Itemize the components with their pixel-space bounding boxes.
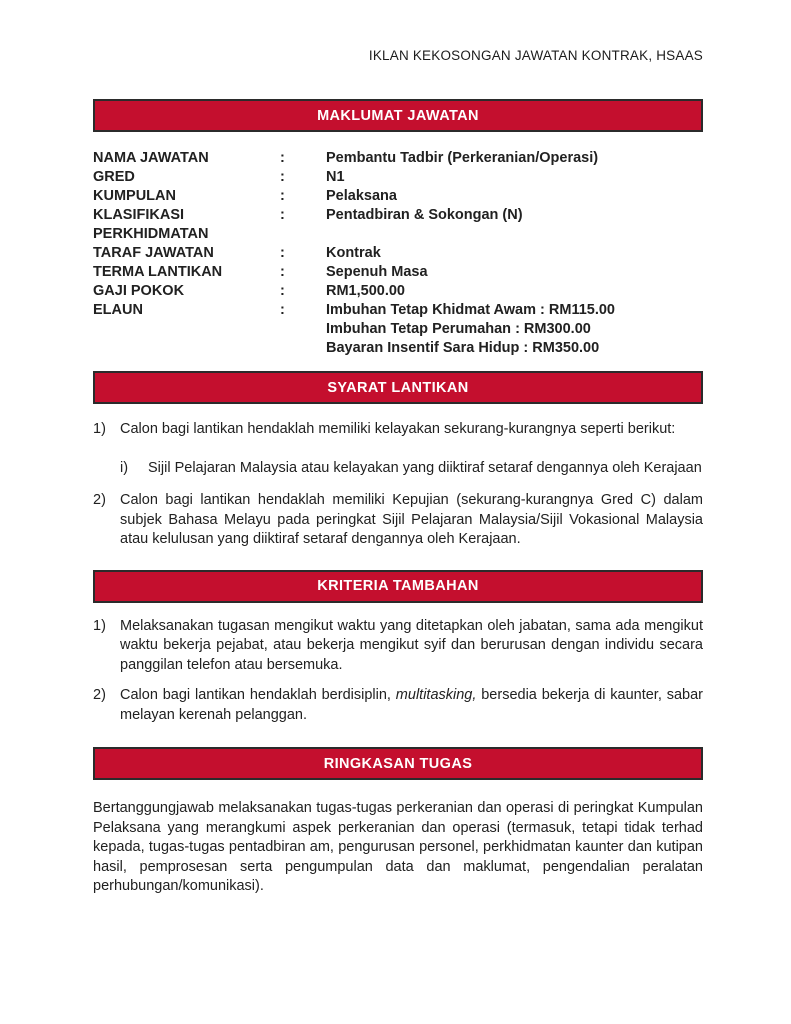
ringkasan-tugas-paragraph: Bertanggungjawab melaksanakan tugas-tugas perkeranian dan operasi di peringkat Kumpulan Pelaksana yang merangkumi aspek perkeranian dan operasi (termasuk, tetapi tidak terhad kepada, tugas-tugas pentadbiran am, pengurusan personel, perkhidmatan kaunter dan kutipan hasil, pemprosesan serta pengumpulan data dan maklumat, pengendalian peralatan perhubungan/komunikasi). xyxy=(93,800,703,894)
row-separator: : xyxy=(280,169,285,185)
row-separator: : xyxy=(280,207,285,223)
row-value-group xyxy=(326,301,703,358)
list-item-syarat-1 xyxy=(93,420,703,440)
list-item-text: Calon bagi lantikan hendaklah memiliki Kepujian (sekurang-kurangnya Gred C) dalam subjek Bahasa Melayu pada peringkat Sijil Pelajaran Malaysia/Sijil Vokasional Malaysia atau kelulusan yang diiktiraf setaraf dengannya oleh Kerajaan. xyxy=(120,492,703,547)
table-row-gaji-pokok xyxy=(93,282,703,301)
table-row-terma-lantikan xyxy=(93,263,703,282)
row-value: N1 xyxy=(326,169,345,185)
list-item-text: Melaksanakan tugasan mengikut waktu yang ditetapkan oleh jabatan, sama ada mengikut waktu bekerja pejabat, atau bekerja mengikut syif dan berurusan dengan individu secara panggilan telefon atau bersemuka. xyxy=(120,617,703,673)
row-label: GRED xyxy=(93,169,135,185)
row-value: RM1,500.00 xyxy=(326,283,405,299)
row-label: TARAF JAWATAN xyxy=(93,245,214,261)
row-value: Pentadbiran & Sokongan (N) xyxy=(326,207,523,223)
list-subitem-marker: i) xyxy=(120,459,129,476)
table-row-klasifikasi-perkhidmatan xyxy=(93,206,703,244)
row-value: Kontrak xyxy=(326,245,381,261)
list-item-kriteria-2 xyxy=(93,686,703,725)
row-separator: : xyxy=(280,302,285,318)
text-segment-italic: multitasking, xyxy=(395,687,477,703)
table-row-kumpulan xyxy=(93,187,703,206)
list-item-kriteria-1 xyxy=(93,617,703,676)
section-bar-maklumat-jawatan xyxy=(93,99,703,132)
section-title-syarat-lantikan: SYARAT LANTIKAN xyxy=(327,379,469,396)
row-value-line: Imbuhan Tetap Khidmat Awam : RM115.00 xyxy=(326,302,615,318)
section-bar-ringkasan-tugas xyxy=(93,747,703,780)
row-label: KLASIFIKASI PERKHIDMATAN xyxy=(93,207,209,242)
row-label: NAMA JAWATAN xyxy=(93,150,209,166)
table-row-nama-jawatan xyxy=(93,149,703,168)
row-separator: : xyxy=(280,283,285,299)
table-row-elaun xyxy=(93,301,703,358)
section-bar-kriteria-tambahan xyxy=(93,570,703,603)
section-title-maklumat-jawatan: MAKLUMAT JAWATAN xyxy=(317,107,479,124)
list-item-marker: 1) xyxy=(93,617,106,634)
row-value: Pembantu Tadbir (Perkeranian/Operasi) xyxy=(326,150,599,166)
row-separator: : xyxy=(280,150,285,166)
table-row-gred xyxy=(93,168,703,187)
section-bar-syarat-lantikan xyxy=(93,371,703,404)
row-label: GAJI POKOK xyxy=(93,283,185,299)
section-title-ringkasan-tugas: RINGKASAN TUGAS xyxy=(323,755,473,772)
text-segment: bersedia bekerja di kaunter, sabar melayan kerenah pelanggan. xyxy=(120,687,703,723)
section-title-kriteria-tambahan: KRITERIA TAMBAHAN xyxy=(317,578,479,594)
list-item-text: Calon bagi lantikan hendaklah memiliki kelayakan sekurang-kurangnya seperti berikut: xyxy=(120,421,676,437)
row-separator: : xyxy=(280,245,285,261)
list-subitem-text: Sijil Pelajaran Malaysia atau kelayakan yang diiktiraf setaraf dengannya oleh Kerajaan xyxy=(148,459,702,476)
table-row-taraf-jawatan xyxy=(93,244,703,263)
maklumat-jawatan-table xyxy=(93,149,703,358)
list-item-syarat-2 xyxy=(93,491,703,550)
list-item-marker: 1) xyxy=(93,421,106,437)
text-segment: Calon bagi lantikan hendaklah berdisiplin, xyxy=(120,687,396,703)
list-item-marker: 2) xyxy=(93,492,106,508)
row-value-line: Bayaran Insentif Sara Hidup : RM350.00 xyxy=(326,340,600,356)
row-label: ELAUN xyxy=(93,302,143,318)
list-item-text xyxy=(120,686,703,725)
list-item-marker: 2) xyxy=(93,687,106,703)
row-label: TERMA LANTIKAN xyxy=(93,264,223,280)
row-separator: : xyxy=(280,188,285,204)
document-header-title: IKLAN KEKOSONGAN JAWATAN KONTRAK, HSAAS xyxy=(368,48,703,63)
list-subitem-syarat-1-i xyxy=(120,459,703,479)
row-separator: : xyxy=(280,264,285,280)
row-value-line: Imbuhan Tetap Perumahan : RM300.00 xyxy=(326,321,591,337)
row-value: Pelaksana xyxy=(326,188,397,204)
row-value: Sepenuh Masa xyxy=(326,264,428,280)
row-label: KUMPULAN xyxy=(93,188,176,204)
